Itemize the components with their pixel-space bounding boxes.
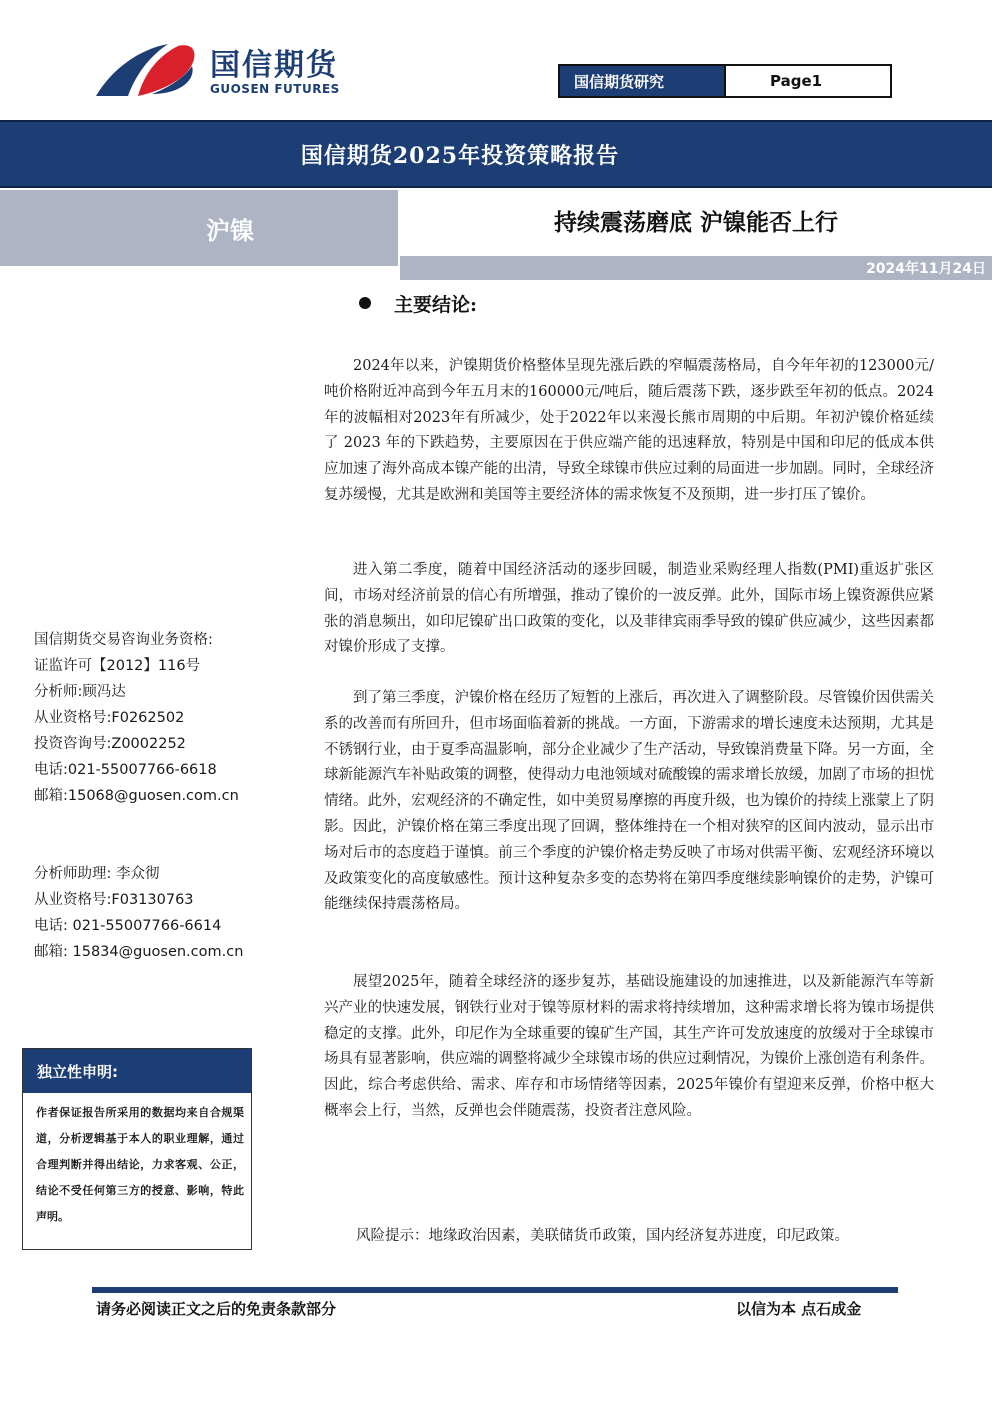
sidebar-line: 投资咨询号:Z0002252: [34, 736, 186, 752]
guosen-logo-icon: [92, 36, 202, 100]
logo-english-name: GUOSEN FUTURES: [210, 82, 340, 96]
assistant-phone: 电话: 021-55007766-6614: [34, 918, 222, 934]
research-tag: 国信期货研究: [560, 66, 726, 96]
paragraph: 展望2025年，随着全球经济的逐步复苏，基础设施建设的加速推进，以及新能源汽车等新兴产业的快速发展，钢铁行业对于镍等原材料的需求将持续增加，这种需求增长将为镍市场提供稳定的支撑。此外，印尼作为全球重要的镍矿生产国，其生产许可发放速度的放缓对于全球镍市场具有显著影响，供应端的调整将减少全球镍市场的供应过剩情况，为镍价上涨创造有利条件。因此，综合考虑供给、需求、库存和市场情绪等因素，2025年镍价有望迎来反弹，价格中枢大概率会上行，当然，反弹也会伴随震荡，投资者注意风险。: [324, 974, 934, 1119]
paragraph: 进入第二季度，随着中国经济活动的逐步回暖，制造业采购经理人指数(PMI)重返扩张区间，市场对经济前景的信心有所增强，推动了镍价的一波反弹。此外，国际市场上镍资源供应紧张的消息频出，如印尼镍矿出口政策的变化，以及菲律宾雨季导致的镍矿供应减少，这些因素都对镍价形成了支撑。: [324, 562, 934, 656]
report-date: 2024年11月24日: [866, 261, 986, 277]
report-headline: 持续震荡磨底 沪镍能否上行: [553, 208, 838, 236]
bullet-icon: [359, 297, 371, 309]
page-tag-box: [558, 64, 892, 98]
footer-slogan: 以信为本 点石成金: [736, 1300, 862, 1318]
assistant-email: 邮箱: 15834@guosen.com.cn: [34, 944, 244, 960]
analyst-name: 分析师:顾冯达: [34, 684, 126, 700]
footer-divider: [92, 1287, 898, 1293]
declaration-body: 作者保证报告所采用的数据均来自合规渠道，分析逻辑基于本人的职业理解，通过合理判断并得出结论，力求客观、公正，结论不受任何第三方的授意、影响，特此声明。: [36, 1106, 244, 1223]
page-label: Page1: [770, 72, 823, 90]
assistant-name: 分析师助理: 李众彻: [34, 866, 160, 882]
product-name: 沪镍: [206, 216, 254, 245]
analyst-phone: 电话:021-55007766-6618: [34, 762, 217, 778]
paragraph: 2024年以来，沪镍期货价格整体呈现先涨后跌的窄幅震荡格局，自今年年初的123000元/吨价格附近冲高到今年五月末的160000元/吨后，随后震荡下跌，逐步跌至年初的低点。2024年的波幅相对2023年有所减少，处于2022年以来漫长熊市周期的中后期。年初沪镍价格延续了 2023 年的下跌趋势，主要原因在于供应端产能的迅速释放，特别是中国和印尼的低成本供应加速了海外高成本镍产能的出清，导致全球镍市供应过剩的局面进一步加剧。同时，全球经济复苏缓慢，尤其是欧洲和美国等主要经济体的需求恢复不及预期，进一步打压了镍价。: [324, 358, 934, 503]
logo-chinese-name: 国信期货: [210, 48, 338, 83]
sidebar-line: 从业资格号:F03130763: [34, 892, 194, 908]
declaration-title: 独立性申明:: [23, 1049, 251, 1093]
paragraph: 到了第三季度，沪镍价格在经历了短暂的上涨后，再次进入了调整阶段。尽管镍价因供需关系的改善而有所回升，但市场面临着新的挑战。一方面，下游需求的增长速度未达预期，尤其是不锈钢行业，由于夏季高温影响，部分企业减少了生产活动，导致镍消费量下降。另一方面，全球新能源汽车补贴政策的调整，使得动力电池领域对硫酸镍的需求增长放缓，加剧了市场的担忧情绪。此外，宏观经济的不确定性，如中美贸易摩擦的再度升级，也为镍价的持续上涨蒙上了阴影。因此，沪镍价格在第三季度出现了回调，整体维持在一个相对狭窄的区间内波动，显示出市场对后市的态度趋于谨慎。前三个季度的沪镍价格走势反映了市场对供需平衡、宏观经济环境以及政策变化的高度敏感性。预计这种复杂多变的态势将在第四季度继续影响镍价的走势，沪镍可能继续保持震荡格局。: [324, 690, 934, 913]
sidebar-line: 证监许可【2012】116号: [34, 658, 201, 674]
report-title: 国信期货2025年投资策略报告: [300, 142, 620, 169]
sidebar-line: 国信期货交易咨询业务资格:: [34, 632, 213, 648]
risk-warning: 风险提示：地缘政治因素，美联储货币政策，国内经济复苏进度，印尼政策。: [356, 1228, 849, 1244]
section-title: 主要结论:: [394, 294, 478, 316]
sidebar-line: 从业资格号:F0262502: [34, 710, 185, 726]
footer-disclaimer: 请务必阅读正文之后的免责条款部分: [96, 1300, 337, 1318]
analyst-email: 邮箱:15068@guosen.com.cn: [34, 788, 239, 804]
